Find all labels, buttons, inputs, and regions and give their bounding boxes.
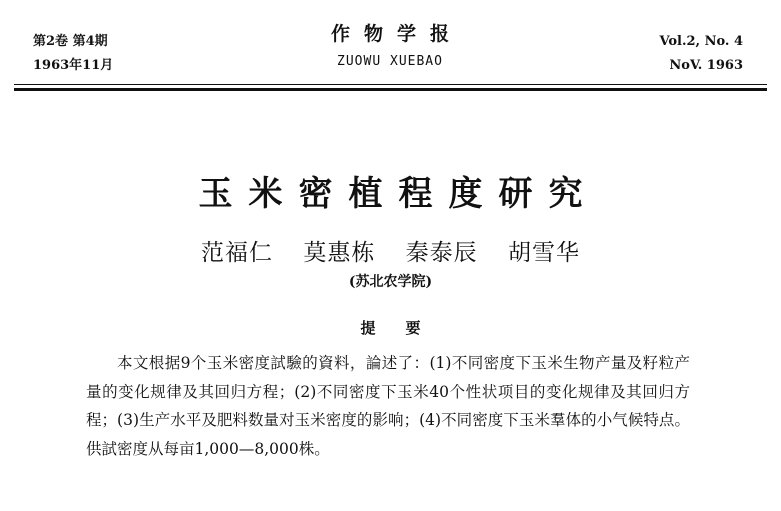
journal-title: 作物学报	[330, 23, 463, 45]
header-rule-thin	[14, 84, 767, 85]
author-affiliation: (苏北农学院)	[348, 274, 433, 290]
abstract-text: 本文根据9个玉米密度試驗的資料，論述了：(1)不同密度下玉米生物产量及籽粒产量的变化规律及其回归方程；(2)不同密度下玉米40个性状项目的变化规律及其回归方程；(3)生产水平及肥料数量对玉米密度的影响；(4)不同密度下玉米羣体的小气候特点。供試密度从每亩1,000—8,000株。	[86, 354, 690, 458]
article-authors: 范福仁 莫惠栋 秦泰辰 胡雪华	[201, 240, 580, 266]
issue-info	[33, 30, 113, 78]
volume-issue-latin: Vol.2, No. 4	[659, 34, 743, 49]
abstract-heading: 提要	[360, 319, 451, 337]
article-title: 玉米密植程度研究	[198, 174, 599, 214]
issue-info-latin	[659, 30, 743, 78]
header-rule-thick	[14, 88, 767, 91]
issue-date: 1963年11月	[33, 58, 114, 73]
journal-title-latin: ZUOWU XUEBAO	[337, 54, 443, 69]
journal-masthead	[250, 20, 530, 69]
issue-date-latin: NoV. 1963	[669, 58, 743, 73]
volume-issue: 第2卷 第4期	[33, 34, 108, 49]
abstract-body	[86, 349, 690, 463]
